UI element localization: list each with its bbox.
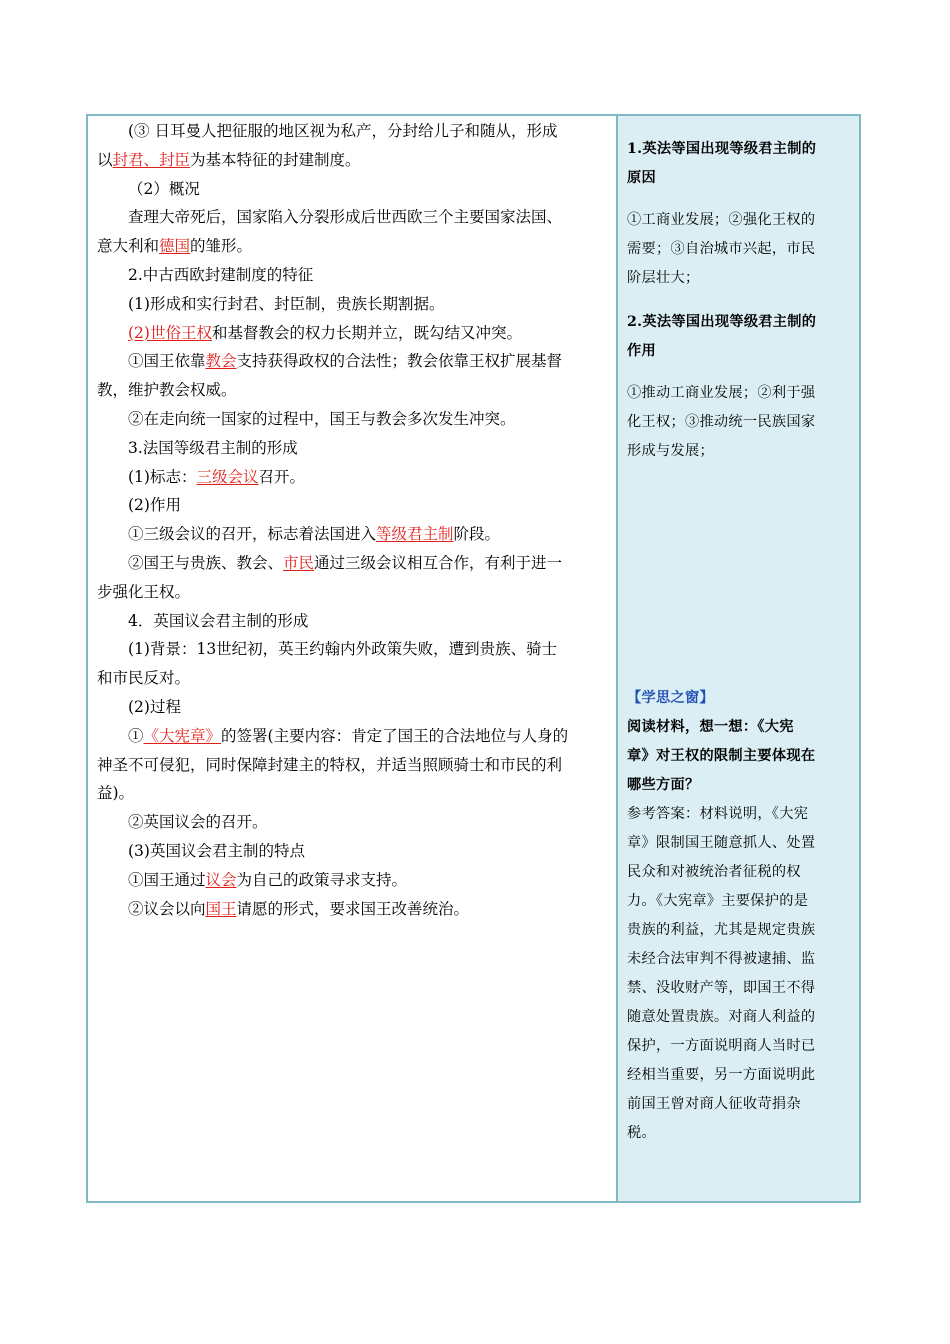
text-line: (③ 日耳曼人把征服的地区视为私产，分封给儿子和随从，形成: [128, 122, 558, 140]
text-line: (1)背景：13世纪初，英王约翰内外政策失败，遭到贵族、骑士: [128, 640, 558, 659]
main-notes-column: [88, 116, 616, 1201]
sidebar-heading: 2.英法等国出现等级君主制的: [627, 314, 817, 330]
text-line: ②国王与贵族、教会、市民通过三级会议相互合作，有利于进一: [128, 553, 563, 572]
text-line: (1)标志：三级会议召开。: [128, 467, 305, 486]
answer-text: 保护，一方面说明商人当时已: [627, 1038, 816, 1054]
answer-text: 未经合法审判不得被逮捕、监: [627, 951, 816, 967]
text-line: (2)作用: [128, 496, 181, 515]
highlight-term: 国王: [205, 899, 237, 918]
sidebar-text: 化王权；③推动统一民族国家: [627, 414, 816, 430]
question-text: 阅读材料，想一想：《大宪: [627, 719, 794, 735]
answer-text: 贵族的利益，尤其是规定贵族: [627, 922, 816, 938]
study-window-title: 【学思之窗】: [627, 690, 714, 706]
sidebar-heading: 1.英法等国出现等级君主制的: [627, 141, 817, 157]
text-line: 意大利和德国的雏形。: [97, 237, 253, 256]
highlight-term: 德国: [159, 237, 191, 256]
sidebar-text: ①工商业发展；②强化王权的: [627, 212, 816, 228]
answer-text: 禁、没收财产等，即国王不得: [627, 980, 816, 996]
text-line: 步强化王权。: [97, 582, 191, 601]
text-line: ①《大宪章》的签署(主要内容：肯定了国王的合法地位与人身的: [128, 726, 569, 745]
answer-text: 经相当重要，另一方面说明此: [627, 1067, 816, 1083]
text-line: (2)世俗王权和基督教会的权力长期并立，既勾结又冲突。: [128, 323, 522, 342]
sidebar-heading: 作用: [627, 343, 656, 359]
answer-text: 章》限制国王随意抓人、处置: [627, 835, 816, 851]
sidebar-text: 需要；③自治城市兴起，市民: [627, 241, 816, 257]
question-text: 哪些方面？: [627, 777, 700, 793]
text-line: 以封君、封臣为基本特征的封建制度。: [97, 150, 361, 169]
section-heading: 2.中古西欧封建制度的特征: [128, 265, 314, 284]
text-line: 益)。: [97, 784, 135, 803]
highlight-term: 《大宪章》: [143, 726, 222, 745]
highlight-term: 等级君主制: [376, 525, 454, 544]
text-line: 神圣不可侵犯，同时保障封建主的特权，并适当照顾骑士和市民的利: [97, 755, 563, 774]
text-line: ②在走向统一国家的过程中，国王与教会多次发生冲突。: [128, 409, 516, 428]
text-line: 查理大帝死后，国家陷入分裂形成后世西欧三个主要国家法国、: [128, 208, 563, 227]
sidebar-text: ①推动工商业发展；②利于强: [627, 385, 816, 401]
highlight-term: 市民: [283, 553, 315, 572]
highlight-term: 教会: [205, 352, 237, 371]
text-line: (3)英国议会君主制的特点: [128, 841, 305, 860]
text-line: ②议会以向国王请愿的形式，要求国王改善统治。: [128, 899, 470, 918]
question-text: 章》对王权的限制主要体现在: [627, 748, 816, 764]
highlight-term: 封君、封臣: [112, 150, 191, 169]
text-line: ①国王通过议会为自己的政策寻求支持。: [128, 870, 408, 889]
text-line: (1)形成和实行封君、封臣制，贵族长期割据。: [128, 294, 445, 313]
section-heading: 4．英国议会君主制的形成: [128, 611, 309, 630]
text-line: (2)过程: [128, 697, 181, 716]
text-line: ②英国议会的召开。: [128, 813, 268, 832]
sidebar-heading: 原因: [627, 170, 656, 186]
text-line: （2）概况: [128, 179, 200, 198]
answer-text: 参考答案：材料说明，《大宪: [627, 806, 809, 822]
answer-text: 民众和对被统治者征税的权: [627, 864, 801, 880]
answer-text: 税。: [627, 1125, 656, 1141]
highlight-term: 三级会议: [196, 467, 259, 486]
answer-text: 随意处置贵族。对商人利益的: [627, 1009, 816, 1025]
text-line: ①三级会议的召开，标志着法国进入等级君主制阶段。: [128, 525, 501, 544]
highlight-term: 议会: [205, 870, 237, 889]
content-table: [86, 114, 861, 1203]
sidebar-text: 形成与发展；: [627, 443, 714, 459]
text-line: 和市民反对。: [97, 669, 191, 688]
sidebar-text: 阶层壮大；: [627, 270, 700, 286]
sidebar-notes-column: [616, 116, 859, 1201]
highlight-term: (2)世俗王权: [128, 323, 212, 342]
section-heading: 3.法国等级君主制的形成: [128, 438, 298, 457]
answer-text: 前国王曾对商人征收苛捐杂: [627, 1096, 801, 1112]
answer-text: 力。《大宪章》主要保护的是: [627, 893, 809, 909]
text-line: 教，维护教会权威。: [97, 381, 237, 400]
text-line: ①国王依靠教会支持获得政权的合法性；教会依靠王权扩展基督: [128, 352, 563, 371]
